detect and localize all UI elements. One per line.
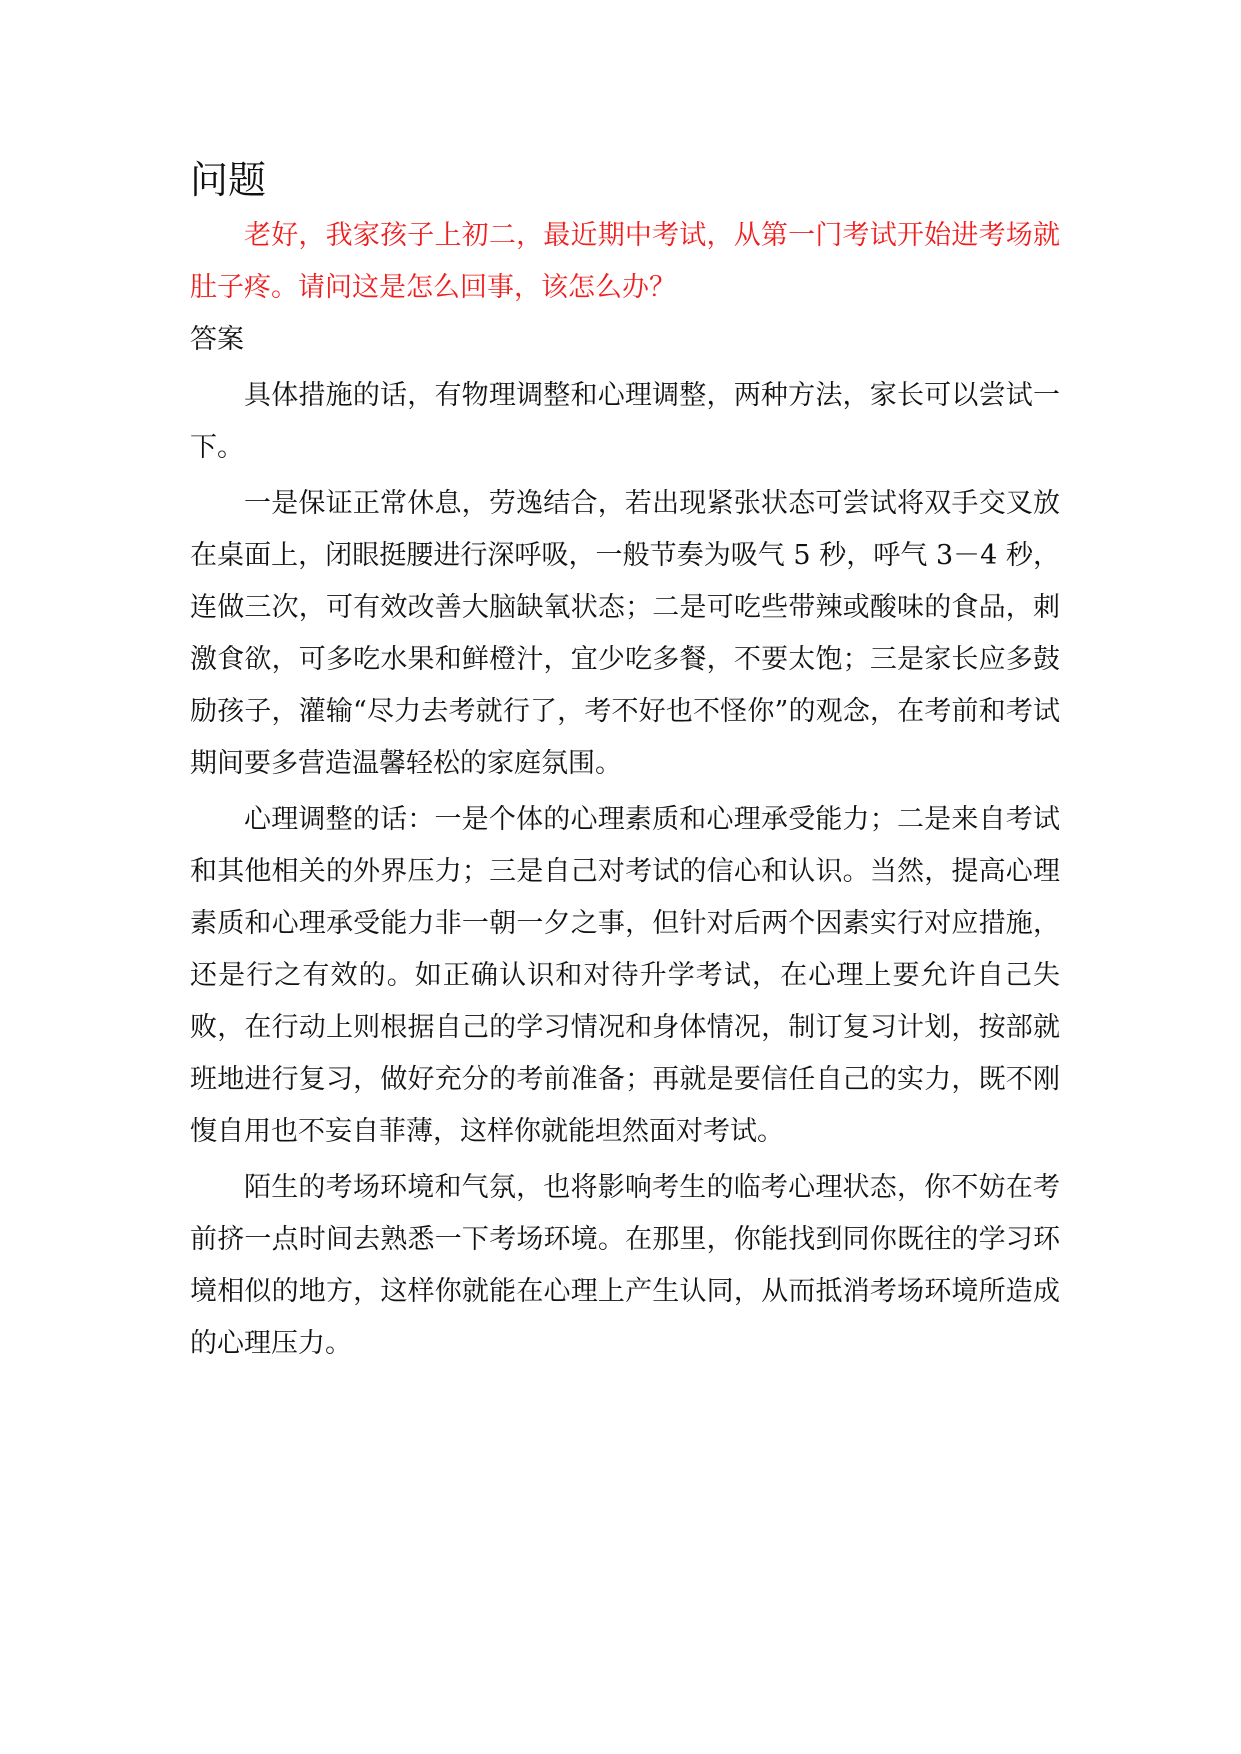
answer-paragraph: 一是保证正常休息，劳逸结合，若出现紧张状态可尝试将双手交叉放在桌面上，闭眼挺腰进行深呼吸，一般节奏为吸气 5 秒，呼气 3－4 秒，连做三次，可有效改善大脑缺氧状态；二是可吃些带辣或酸味的食品，刺激食欲，可多吃水果和鲜橙汁，宜少吃多餐，不要太饱；三是家长应多鼓励孩子，灌输“尽力去考就行了，考不好也不怪你”的观念，在考前和考试期间要多营造温馨轻松的家庭氛围。 [190, 488, 1060, 779]
question-text: 老好，我家孩子上初二，最近期中考试，从第一门考试开始进考场就肚子疼。请问这是怎么回事，该怎么办？ [190, 220, 1060, 303]
question-heading: 问题 [190, 158, 267, 202]
answer-paragraph: 陌生的考场环境和气氛，也将影响考生的临考心理状态，你不妨在考前挤一点时间去熟悉一下考场环境。在那里，你能找到同你既往的学习环境相似的地方，这样你就能在心理上产生认同，从而抵消考场环境所造成的心理压力。 [190, 1172, 1060, 1359]
answer-heading: 答案 [190, 324, 244, 355]
answer-paragraph: 心理调整的话：一是个体的心理素质和心理承受能力；二是来自考试和其他相关的外界压力；三是自己对考试的信心和认识。当然，提高心理素质和心理承受能力非一朝一夕之事，但针对后两个因素实行对应措施，还是行之有效的。如正确认识和对待升学考试，在心理上要允许自己失败，在行动上则根据自己的学习情况和身体情况，制订复习计划，按部就班地进行复习，做好充分的考前准备；再就是要信任自己的实力，既不刚愎自用也不妄自菲薄，这样你就能坦然面对考试。 [190, 804, 1060, 1147]
document-body [190, 150, 1060, 1374]
answer-paragraph: 具体措施的话，有物理调整和心理调整，两种方法，家长可以尝试一下。 [190, 380, 1060, 463]
